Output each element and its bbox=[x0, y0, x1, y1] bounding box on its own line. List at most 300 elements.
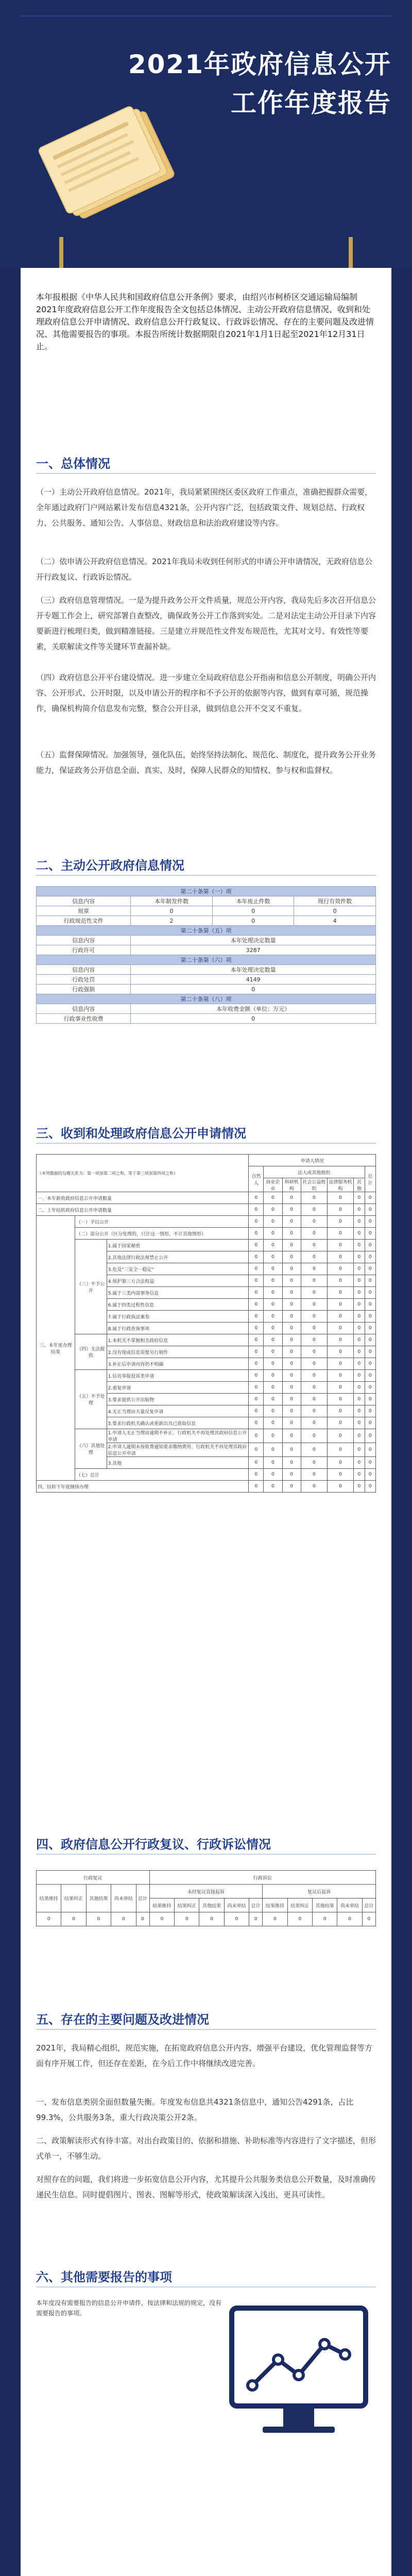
cell: 0 bbox=[327, 1370, 353, 1382]
cell: 0 bbox=[365, 1370, 375, 1382]
cell: 0 bbox=[282, 1481, 301, 1493]
section-divider bbox=[36, 875, 376, 876]
cell: 0 bbox=[111, 1912, 136, 1926]
cell: 0 bbox=[282, 1429, 301, 1443]
cell: 0 bbox=[264, 1204, 282, 1216]
cell: 0 bbox=[249, 1417, 264, 1429]
intro-text: 本年报根据《中华人民共和国政府信息公开条例》要求，由绍兴市柯桥区交通运输局编制2021年度政府信息公开工作年度报告全文包括总体情况、主动公开政府信息情况、收到和处理政府信息公开申请情况、政府信息公开行政复议、行政诉讼情况、存在的主要问题及改进情况、其他需要报告的事项。本报告所统计数据期限自2021年1月1日起至2021年12月31日止。 bbox=[36, 292, 374, 351]
cell: 0 bbox=[249, 1204, 264, 1216]
cell: 0 bbox=[301, 1287, 327, 1299]
cell: 0 bbox=[354, 1228, 365, 1240]
section-divider bbox=[36, 473, 376, 474]
document-stack-icon bbox=[31, 103, 196, 227]
cell: 0 bbox=[301, 1417, 327, 1429]
application-table bbox=[36, 1154, 376, 1493]
cell: 0 bbox=[264, 1358, 282, 1370]
cell: 0 bbox=[327, 1429, 353, 1443]
cell: 0 bbox=[61, 1912, 86, 1926]
cell: 0 bbox=[354, 1358, 365, 1370]
col-header: 结果维持 bbox=[37, 1885, 61, 1912]
cell: 0 bbox=[282, 1443, 301, 1457]
s1-para: （一）主动公开政府信息情况。2021年，我局紧紧围绕区委区政府工作重点，准确把握群众需要，全年通过政府门户网站累计发布信息4321条，公开内容广泛，包括政策文件、规划总结、行政权力、公共服务、通知公告、人事信息、财政信息和法治政府建设等内容。 bbox=[36, 487, 373, 528]
cell: 0 bbox=[327, 1469, 353, 1481]
cell: 0 bbox=[301, 1405, 327, 1417]
cell: 0 bbox=[249, 1334, 264, 1346]
row-label: （一）予以公开 bbox=[75, 1216, 248, 1228]
cell: 0 bbox=[327, 1394, 353, 1405]
cell: 0 bbox=[354, 1417, 365, 1429]
col-header: 总计 bbox=[362, 1899, 375, 1912]
cell: 0 bbox=[327, 1405, 353, 1417]
header-direct: 未经复议直接起诉 bbox=[149, 1885, 263, 1899]
col-header: 尚未审结 bbox=[224, 1899, 249, 1912]
col-header: 结果维持 bbox=[263, 1899, 287, 1912]
cell: 0 bbox=[313, 1912, 337, 1926]
cell: 0 bbox=[365, 1457, 375, 1469]
section-title-2: 二、主动公开政府信息情况 bbox=[36, 858, 184, 873]
cell: 0 bbox=[294, 906, 376, 916]
cell: 0 bbox=[301, 1481, 327, 1493]
row-label: 1.本机关不掌握相关政府信息 bbox=[107, 1334, 249, 1346]
header-line bbox=[21, 15, 391, 16]
cell: 0 bbox=[264, 1251, 282, 1263]
cell: 0 bbox=[282, 1192, 301, 1204]
col-header: 信息内容 bbox=[37, 965, 131, 975]
col-header: 结果纠正 bbox=[175, 1899, 199, 1912]
col-header: 其他结果 bbox=[199, 1899, 224, 1912]
cell: 0 bbox=[264, 1192, 282, 1204]
cell: 0 bbox=[264, 1370, 282, 1382]
cell: 0 bbox=[282, 1228, 301, 1240]
cell: 0 bbox=[327, 1263, 353, 1275]
cell: 0 bbox=[282, 1457, 301, 1469]
cell: 0 bbox=[264, 1394, 282, 1405]
col-header: 总计 bbox=[249, 1899, 263, 1912]
cell: 0 bbox=[301, 1346, 327, 1358]
col-header: 信息内容 bbox=[37, 936, 131, 945]
cell: 0 bbox=[282, 1311, 301, 1323]
cell: 0 bbox=[249, 1912, 263, 1926]
title-line1: 2021年政府信息公开 bbox=[128, 49, 391, 79]
cell: 0 bbox=[365, 1204, 375, 1216]
cell: 0 bbox=[365, 1299, 375, 1311]
cell: 0 bbox=[131, 985, 376, 994]
section-title-5: 五、存在的主要问题及改进情况 bbox=[36, 2012, 209, 2027]
header-pillar-left bbox=[59, 237, 63, 268]
cell: 0 bbox=[301, 1323, 327, 1334]
col-header: 信息内容 bbox=[37, 896, 131, 906]
cell: 0 bbox=[282, 1287, 301, 1299]
cell: 0 bbox=[264, 1382, 282, 1394]
cell: 0 bbox=[301, 1299, 327, 1311]
cell: 0 bbox=[365, 1358, 375, 1370]
cell: 0 bbox=[327, 1204, 353, 1216]
cell: 0 bbox=[301, 1394, 327, 1405]
cell: 0 bbox=[365, 1417, 375, 1429]
s1-para: （三）政府信息管理情况。一是为提升政务公开文件质量，规范公开内容，我局先后多次召开信息公开专题工作会上，研究部署自查整改，确保政务公开工作落到实处。二是对法定主动公开目录下内容要新进行梳理归类，做到精准链接。三是建立并规范性文件发布规范性，尤其对文号、有效性等要素，关联解读文件等关键环节查漏补缺。 bbox=[36, 596, 376, 651]
header-pillar-right bbox=[349, 237, 353, 268]
col-header: 结果纠正 bbox=[287, 1899, 312, 1912]
col-header: 现行有效件数 bbox=[294, 896, 376, 906]
cell: 0 bbox=[264, 1263, 282, 1275]
cell: 0 bbox=[365, 1429, 375, 1443]
cell: 0 bbox=[249, 1287, 264, 1299]
s1-para: （二）依申请公开政府信息情况。2021年我局未收到任何形式的申请公开申请情况，无政府信息公开行政复议、行政诉讼情况。 bbox=[36, 557, 373, 582]
report-header bbox=[0, 0, 412, 268]
row-label: 1.申请人无正当理由逾期不补正、行政机关不再处理其政府信息公开申请 bbox=[107, 1429, 249, 1443]
cell: 0 bbox=[249, 1382, 264, 1394]
cell: 0 bbox=[327, 1443, 353, 1457]
cell: 0 bbox=[327, 1275, 353, 1287]
cell: 0 bbox=[149, 1912, 174, 1926]
cell: 0 bbox=[365, 1334, 375, 1346]
cell: 0 bbox=[264, 1405, 282, 1417]
cell: 0 bbox=[327, 1192, 353, 1204]
cell: 0 bbox=[354, 1370, 365, 1382]
col-header: 信息内容 bbox=[37, 1004, 131, 1014]
cell: 0 bbox=[354, 1405, 365, 1417]
col-header: 科研机构 bbox=[282, 1178, 301, 1192]
cell: 0 bbox=[282, 1216, 301, 1228]
cell: 0 bbox=[282, 1251, 301, 1263]
cell: 0 bbox=[249, 1192, 264, 1204]
cell: 0 bbox=[264, 1334, 282, 1346]
cell: 0 bbox=[301, 1263, 327, 1275]
col-header: 结果纠正 bbox=[61, 1885, 86, 1912]
cell: 0 bbox=[264, 1240, 282, 1251]
cell: 0 bbox=[175, 1912, 199, 1926]
cell: 0 bbox=[301, 1358, 327, 1370]
cell: 0 bbox=[282, 1394, 301, 1405]
cell: 0 bbox=[365, 1443, 375, 1457]
col-header: 本年处理决定数量 bbox=[131, 965, 376, 975]
cell: 0 bbox=[282, 1382, 301, 1394]
cell: 0 bbox=[354, 1251, 365, 1263]
s5-para: 一、发布信息类别全面但数量失衡。年度发布信息共4321条信息中，通知公告4291条，占比99.3%，公共服务3条，重大行政决策公开2条。 bbox=[36, 2097, 354, 2122]
header-review: 行政复议 bbox=[37, 1871, 150, 1885]
cell: 0 bbox=[365, 1216, 375, 1228]
cell: 0 bbox=[263, 1912, 287, 1926]
cell: 0 bbox=[365, 1275, 375, 1287]
row-label: （七）总计 bbox=[75, 1469, 248, 1481]
cell: 0 bbox=[37, 1912, 61, 1926]
cell: 0 bbox=[249, 1457, 264, 1469]
header-legal: 法人或其他组织 bbox=[264, 1166, 365, 1178]
s5-para: 二、政策解读形式有待丰富。对出台政策目的、依据和措施、补助标准等内容进行了文字描述，但形式单一，不够生动。 bbox=[36, 2136, 376, 2161]
col-header: 其他 bbox=[354, 1178, 365, 1192]
cell: 0 bbox=[362, 1912, 375, 1926]
cell: 0 bbox=[365, 1251, 375, 1263]
cell: 0 bbox=[249, 1481, 264, 1493]
cell: 0 bbox=[301, 1204, 327, 1216]
s6-text: 本年度没有需要报告的信息公开申请件，按法律和法规的规定，没有需要报告的事项。 bbox=[36, 2299, 222, 2317]
cell: 0 bbox=[131, 1014, 376, 1024]
cell: 0 bbox=[301, 1370, 327, 1382]
cell: 0 bbox=[199, 1912, 224, 1926]
subgroup-label: （四）无法提供 bbox=[75, 1334, 107, 1370]
cell: 0 bbox=[354, 1481, 365, 1493]
cell: 0 bbox=[365, 1481, 375, 1493]
cell: 0 bbox=[327, 1287, 353, 1299]
cell: 0 bbox=[282, 1358, 301, 1370]
monitor-chart-icon bbox=[221, 2298, 376, 2452]
cell: 0 bbox=[212, 906, 294, 916]
cell: 行政处罚 bbox=[37, 975, 131, 985]
cell: 0 bbox=[354, 1192, 365, 1204]
cell: 0 bbox=[282, 1275, 301, 1287]
cell: 行政事业性收费 bbox=[37, 1014, 131, 1024]
cell: 0 bbox=[365, 1469, 375, 1481]
cell: 0 bbox=[327, 1228, 353, 1240]
cell: 0 bbox=[212, 916, 294, 926]
cell: 0 bbox=[249, 1275, 264, 1287]
review-litigation-table bbox=[36, 1870, 376, 1926]
cell: 0 bbox=[136, 1912, 149, 1926]
cell: 0 bbox=[354, 1216, 365, 1228]
proactive-table bbox=[36, 886, 376, 1024]
cell: 0 bbox=[282, 1334, 301, 1346]
cell: 0 bbox=[365, 1394, 375, 1405]
section-divider bbox=[36, 1143, 376, 1144]
cell: 0 bbox=[354, 1287, 365, 1299]
cell: 0 bbox=[327, 1346, 353, 1358]
cell: 0 bbox=[327, 1382, 353, 1394]
row-label: 8.属于行政查询事项 bbox=[107, 1323, 249, 1334]
cell: 0 bbox=[264, 1429, 282, 1443]
cell: 0 bbox=[301, 1216, 327, 1228]
row-label: 二、上年结转政府信息公开申请数量 bbox=[37, 1204, 249, 1216]
cell: 0 bbox=[327, 1216, 353, 1228]
col-header: 商业企业 bbox=[264, 1178, 282, 1192]
cell: 行政规范性文件 bbox=[37, 916, 131, 926]
cell: 0 bbox=[301, 1240, 327, 1251]
row-label: 2.申请人逾期未按收费通知要求缴纳费用、行政机关不再处理其政府信息公开申请 bbox=[107, 1443, 249, 1457]
cell: 0 bbox=[301, 1457, 327, 1469]
cell: 0 bbox=[249, 1240, 264, 1251]
caption: 第二十条第（六）项 bbox=[37, 955, 376, 965]
cell: 0 bbox=[365, 1311, 375, 1323]
cell: 0 bbox=[354, 1443, 365, 1457]
row-label: 1.信访举报投诉类申请 bbox=[107, 1370, 249, 1382]
cell: 0 bbox=[249, 1251, 264, 1263]
corner-note: （本列数据的勾稽关系为：第一项加第二项之和，等于第三项加第四项之和） bbox=[37, 1155, 249, 1192]
s1-para: （五）监督保障情况。加强领导，强化队伍，始终坚持法制化、规范化、制度化，提升政务公开业务能力，保证政务公开信息全面、真实、及时，保障人民群众的知情权、参与权和监督权。 bbox=[36, 750, 376, 775]
header-litigation: 行政诉讼 bbox=[149, 1871, 375, 1885]
cell: 0 bbox=[264, 1323, 282, 1334]
cell: 0 bbox=[282, 1204, 301, 1216]
row-label: 5.属于三类内部事务信息 bbox=[107, 1287, 249, 1299]
cell: 0 bbox=[301, 1228, 327, 1240]
cell: 0 bbox=[131, 906, 213, 916]
cell: 0 bbox=[337, 1912, 362, 1926]
row-label: 1.属于国家秘密 bbox=[107, 1240, 249, 1251]
subgroup-label: （三）不予公开 bbox=[75, 1240, 107, 1334]
cell: 0 bbox=[354, 1263, 365, 1275]
cell: 0 bbox=[249, 1263, 264, 1275]
caption: 第二十条第（八）项 bbox=[37, 994, 376, 1004]
row-label: 2.没有现成信息需要另行制作 bbox=[107, 1346, 249, 1358]
row-label: 3.其他 bbox=[107, 1457, 249, 1469]
row-label: 2.重复申请 bbox=[107, 1382, 249, 1394]
cell: 0 bbox=[327, 1311, 353, 1323]
cell: 0 bbox=[282, 1323, 301, 1334]
cell: 0 bbox=[301, 1334, 327, 1346]
cell: 0 bbox=[249, 1323, 264, 1334]
cell: 0 bbox=[249, 1311, 264, 1323]
row-label: 3.危及"三安全一稳定" bbox=[107, 1263, 249, 1275]
cell: 0 bbox=[264, 1311, 282, 1323]
cell: 0 bbox=[365, 1346, 375, 1358]
cell: 0 bbox=[327, 1334, 353, 1346]
s5-para: 对照存在的问题，我们将进一步拓宽信息公开内容，尤其提升公共服务类信息公开数量，及时准确传递民生信息。同时提倡图片、图表、图解等形式，使政策解读深入浅出，更具可读性。 bbox=[36, 2175, 376, 2199]
subgroup-label: （五）不予处理 bbox=[75, 1370, 107, 1429]
cell: 0 bbox=[354, 1457, 365, 1469]
caption: 第二十条第（一）项 bbox=[37, 887, 376, 896]
cell: 2 bbox=[131, 916, 213, 926]
cell: 0 bbox=[354, 1323, 365, 1334]
cell: 0 bbox=[282, 1263, 301, 1275]
cell: 0 bbox=[264, 1481, 282, 1493]
section-title-4: 四、政府信息公开行政复议、行政诉讼情况 bbox=[36, 1837, 271, 1852]
cell: 0 bbox=[282, 1370, 301, 1382]
col-header: 其他结果 bbox=[86, 1885, 111, 1912]
s1-para: （四）政府信息公开平台建设情况。进一步建立全局政府信息公开指南和信息公开制度，明确公开内容、公开形式、公开时限，以及申请公开的程序和不予公开的依据等内容，做到有章可循，规范操作，确保机构简介信息发布完整，整合公开目录，做到信息公开不交叉不重复。 bbox=[36, 673, 376, 713]
cell: 0 bbox=[365, 1323, 375, 1334]
cell: 0 bbox=[264, 1417, 282, 1429]
row-label: 一、本年新收政府信息公开申请数量 bbox=[37, 1192, 249, 1204]
row-label: 3.补正后申请内容仍不明确 bbox=[107, 1358, 249, 1370]
cell: 0 bbox=[224, 1912, 249, 1926]
cell: 0 bbox=[327, 1240, 353, 1251]
cell: 0 bbox=[365, 1240, 375, 1251]
section-title-6: 六、其他需要报告的事项 bbox=[36, 2270, 172, 2284]
cell: 0 bbox=[327, 1457, 353, 1469]
cell: 行政强制 bbox=[37, 985, 131, 994]
cell: 0 bbox=[264, 1275, 282, 1287]
group-label: 三、本年度办理结果 bbox=[37, 1216, 75, 1481]
title-line2: 工作年度报告 bbox=[231, 88, 391, 118]
row-label: 5.要求行政机关确认或重新出具已获取信息 bbox=[107, 1417, 249, 1429]
row-label: 3.要求提供公开出版物 bbox=[107, 1394, 249, 1405]
row-label: 2.其他法律行政法规禁止公开 bbox=[107, 1251, 249, 1263]
cell: 0 bbox=[327, 1417, 353, 1429]
cell: 0 bbox=[249, 1394, 264, 1405]
section-divider bbox=[36, 2286, 376, 2287]
cell: 0 bbox=[365, 1228, 375, 1240]
cell: 0 bbox=[249, 1216, 264, 1228]
cell: 0 bbox=[365, 1382, 375, 1394]
cell: 0 bbox=[365, 1405, 375, 1417]
row-label: 7.属于行政执法案卷 bbox=[107, 1311, 249, 1323]
row-label: 4.保护第三方合法权益 bbox=[107, 1275, 249, 1287]
cell: 0 bbox=[301, 1443, 327, 1457]
section-title-1: 一、总体情况 bbox=[36, 456, 110, 471]
cell: 0 bbox=[249, 1405, 264, 1417]
cell: 0 bbox=[249, 1358, 264, 1370]
cell: 0 bbox=[354, 1334, 365, 1346]
cell: 0 bbox=[365, 1263, 375, 1275]
cell: 0 bbox=[354, 1275, 365, 1287]
subgroup-label: （六）其他处理 bbox=[75, 1429, 107, 1469]
cell: 0 bbox=[264, 1287, 282, 1299]
col-header: 结果维持 bbox=[149, 1899, 174, 1912]
cell: 0 bbox=[301, 1429, 327, 1443]
cell: 规章 bbox=[37, 906, 131, 916]
section-divider bbox=[36, 2029, 376, 2030]
col-header: 其他结果 bbox=[313, 1899, 337, 1912]
cell: 行政许可 bbox=[37, 945, 131, 955]
cell: 4149 bbox=[131, 975, 376, 985]
row-label: 6.属于四类过程性信息 bbox=[107, 1299, 249, 1311]
cell: 0 bbox=[327, 1481, 353, 1493]
cell: 0 bbox=[86, 1912, 111, 1926]
col-header: 本年制发件数 bbox=[131, 896, 213, 906]
header-total: 总计 bbox=[365, 1166, 375, 1192]
cell: 0 bbox=[249, 1346, 264, 1358]
col-header: 尚未审结 bbox=[111, 1885, 136, 1912]
cell: 0 bbox=[249, 1370, 264, 1382]
cell: 0 bbox=[249, 1469, 264, 1481]
cell: 0 bbox=[301, 1251, 327, 1263]
cell: 0 bbox=[264, 1346, 282, 1358]
cell: 0 bbox=[354, 1346, 365, 1358]
row-label: （二）部分公开（区分处理的，只计这一情形，不计其他情形） bbox=[75, 1228, 248, 1240]
row-label: 四、结转下年度继续办理 bbox=[37, 1481, 249, 1493]
col-header: 本年废止件数 bbox=[212, 896, 294, 906]
cell: 0 bbox=[301, 1192, 327, 1204]
row-label: 4.无正当理由大量反复申请 bbox=[107, 1405, 249, 1417]
cell: 0 bbox=[249, 1429, 264, 1443]
s5-para: 2021年，我局精心组织，规范实施，在拓宽政府信息公开内容、增强平台建设，优化管理监督等方面有序开展工作，但还存在差距，在今后工作中将继续改进完善。 bbox=[36, 2043, 373, 2068]
col-header: 本年收费金额（单位：万元） bbox=[131, 1004, 376, 1014]
col-header: 尚未审结 bbox=[337, 1899, 362, 1912]
cell: 0 bbox=[282, 1469, 301, 1481]
col-header: 法律服务机构 bbox=[327, 1178, 353, 1192]
cell: 0 bbox=[282, 1417, 301, 1429]
cell: 0 bbox=[301, 1311, 327, 1323]
cell: 0 bbox=[301, 1382, 327, 1394]
header-after: 复议后起诉 bbox=[263, 1885, 376, 1899]
cell: 0 bbox=[354, 1240, 365, 1251]
cell: 0 bbox=[264, 1443, 282, 1457]
cell: 0 bbox=[282, 1346, 301, 1358]
cell: 0 bbox=[354, 1429, 365, 1443]
cell: 0 bbox=[264, 1469, 282, 1481]
cell: 0 bbox=[365, 1287, 375, 1299]
cell: 0 bbox=[264, 1216, 282, 1228]
cell: 0 bbox=[354, 1382, 365, 1394]
col-header: 本年处理决定数量 bbox=[131, 936, 376, 945]
caption: 第二十条第（五）项 bbox=[37, 926, 376, 936]
cell: 0 bbox=[264, 1299, 282, 1311]
cell: 0 bbox=[327, 1323, 353, 1334]
cell: 0 bbox=[264, 1228, 282, 1240]
cell: 0 bbox=[301, 1469, 327, 1481]
cell: 0 bbox=[282, 1299, 301, 1311]
cell: 0 bbox=[301, 1275, 327, 1287]
cell: 0 bbox=[264, 1457, 282, 1469]
cell: 0 bbox=[287, 1912, 312, 1926]
cell: 0 bbox=[282, 1405, 301, 1417]
cell: 0 bbox=[249, 1299, 264, 1311]
cell: 0 bbox=[354, 1299, 365, 1311]
header-applicant: 申请人情况 bbox=[249, 1155, 376, 1166]
cell: 4 bbox=[294, 916, 376, 926]
cell: 0 bbox=[354, 1204, 365, 1216]
cell: 0 bbox=[354, 1394, 365, 1405]
cell: 3287 bbox=[131, 945, 376, 955]
cell: 0 bbox=[249, 1443, 264, 1457]
